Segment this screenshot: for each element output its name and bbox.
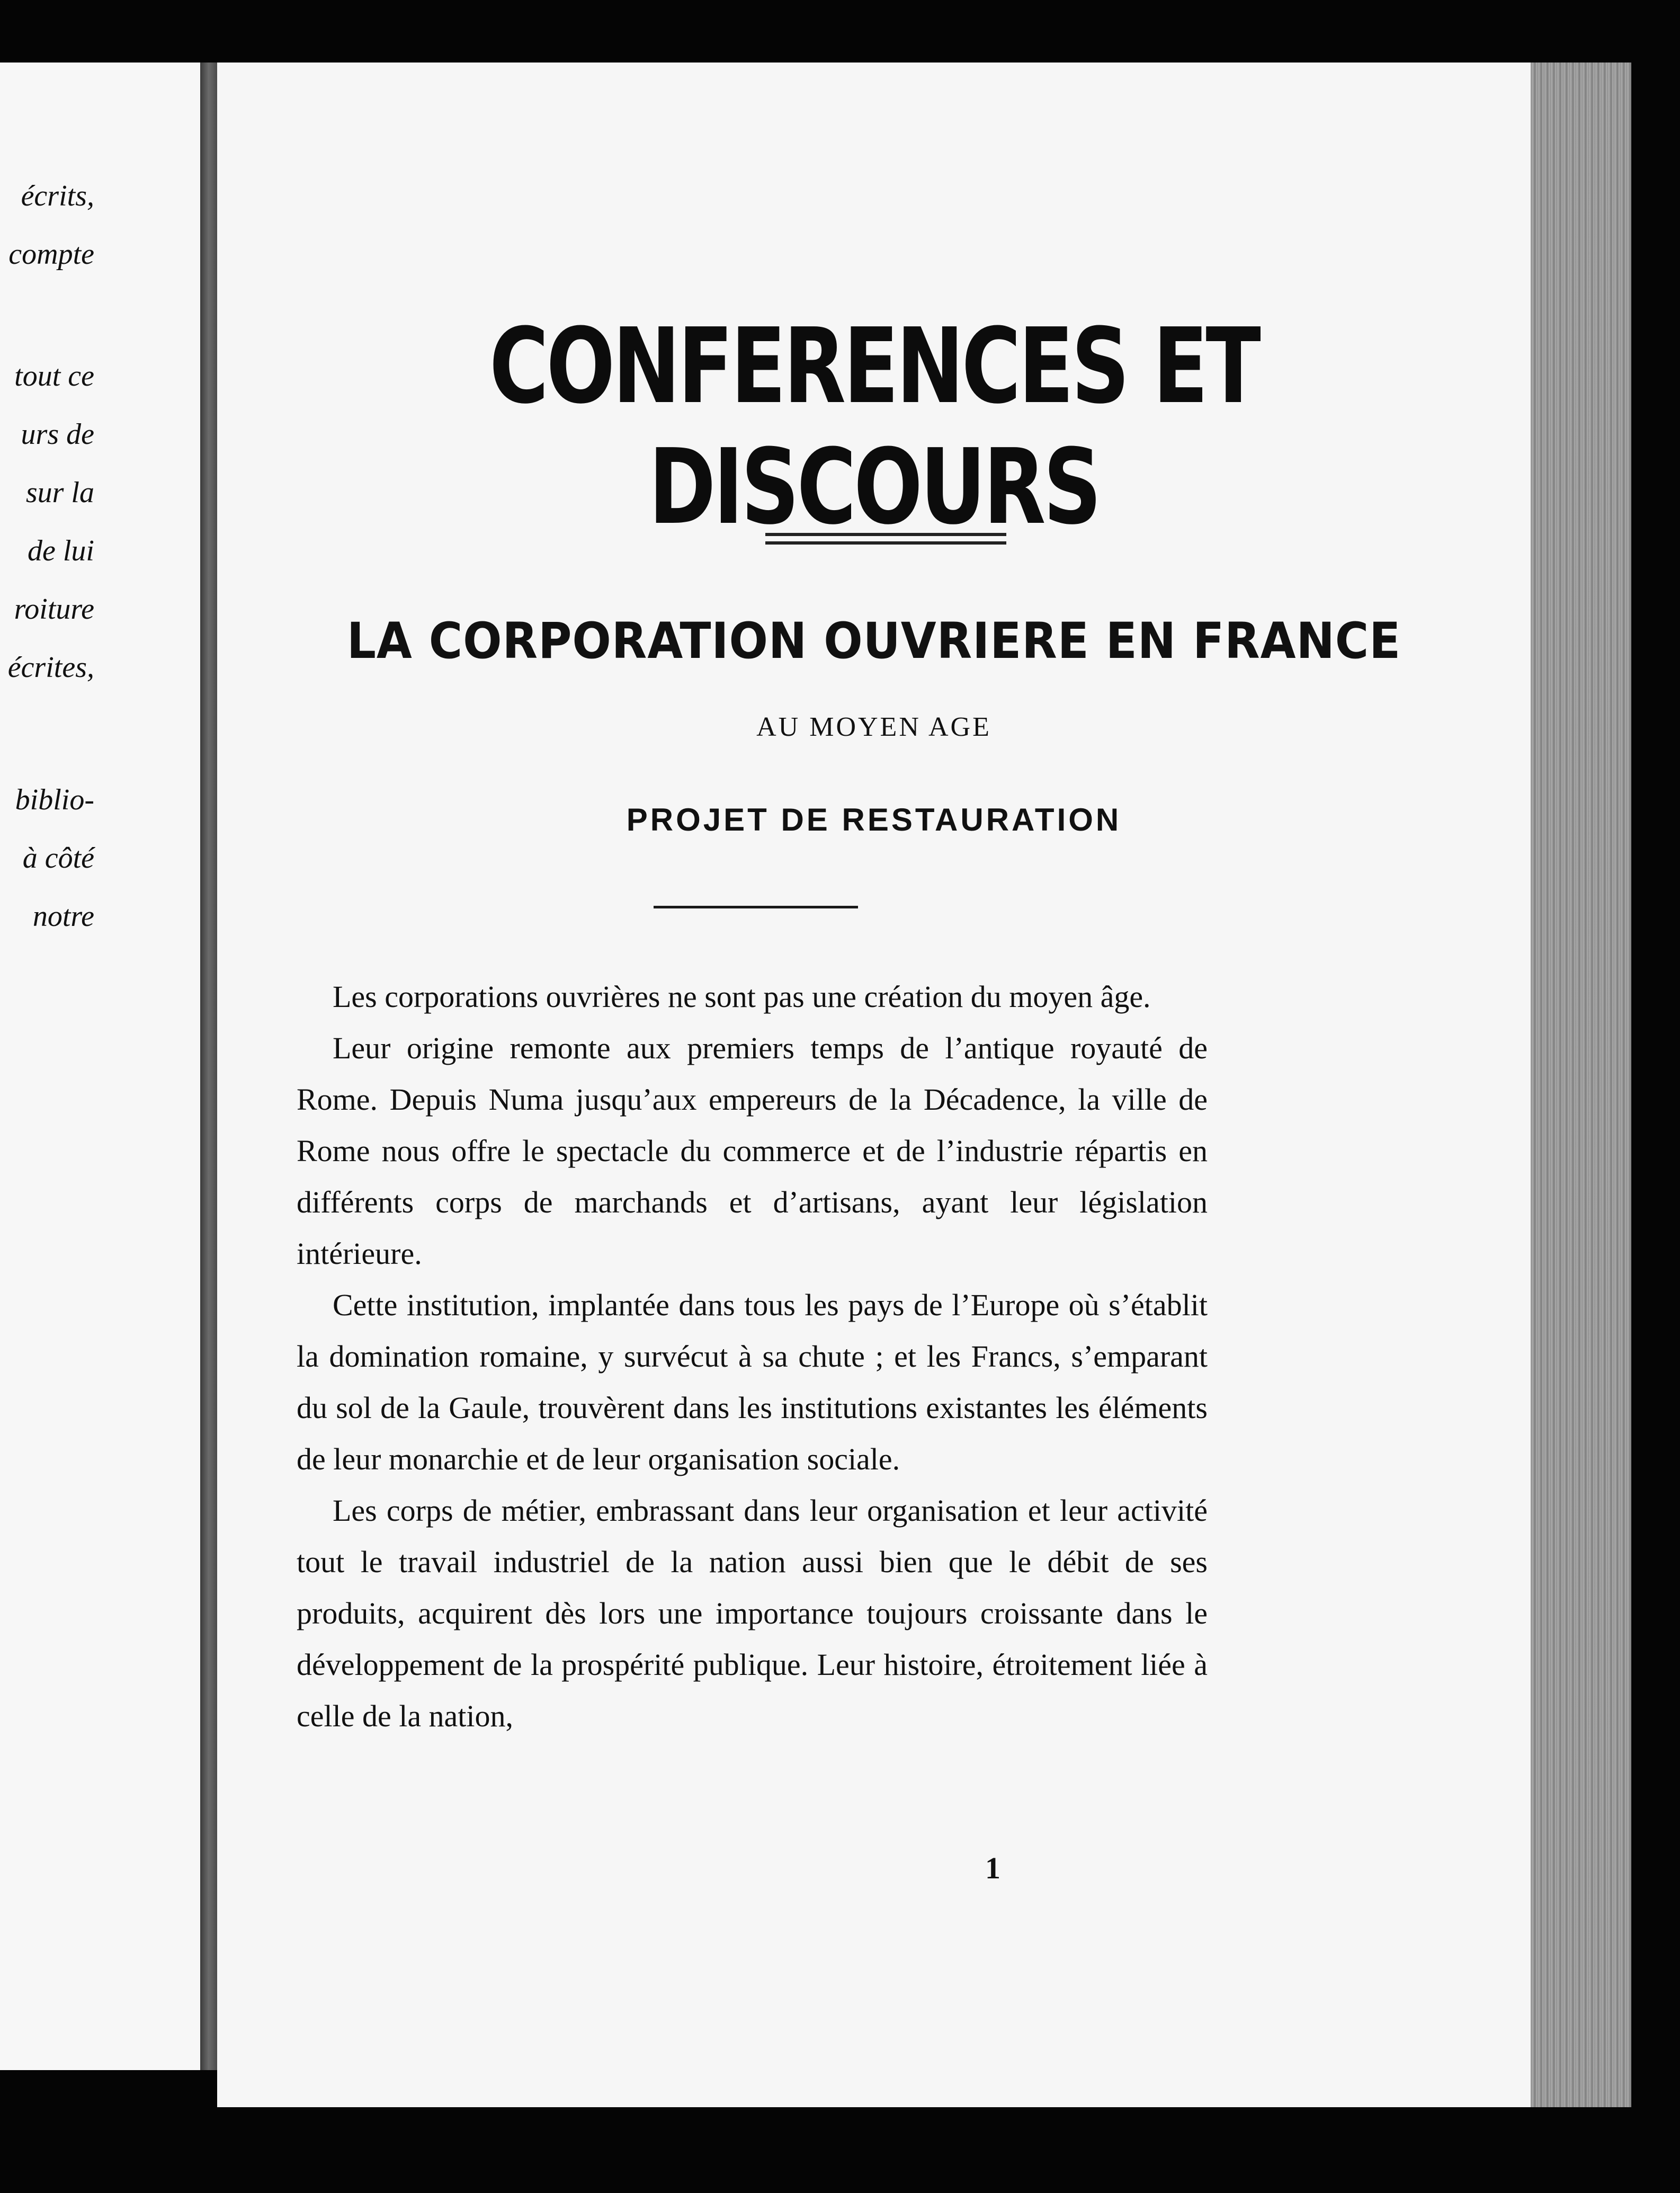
left-page-line: roiture <box>14 593 94 626</box>
left-page-line: notre <box>32 900 94 933</box>
short-rule-divider <box>654 906 858 908</box>
left-page-line: écrites, <box>7 651 94 684</box>
page-edges <box>1531 63 1631 2107</box>
left-page-line: sur la <box>25 476 94 509</box>
left-page-line: de lui <box>28 534 94 567</box>
double-rule-divider <box>765 533 1006 545</box>
left-facing-page <box>0 63 200 2070</box>
page-number: 1 <box>985 1851 1000 1885</box>
book-spine <box>200 63 217 2070</box>
left-page-line: écrits, <box>21 180 94 212</box>
book-page <box>217 63 1531 2107</box>
left-page-line: compte <box>8 238 94 271</box>
paragraph: Les corps de métier, embrassant dans leur organisation et leur activité tout le travail industriel de la nation aussi bien que le débit de ses produits, acquirent dès lors une importance toujours croissante dans le développement de la prospérité publique. Leur histoire, étroitement liée à celle de la nation, <box>297 1493 1208 1733</box>
left-page-line: urs de <box>21 418 94 451</box>
left-page-line: tout ce <box>14 360 94 393</box>
scan-border <box>217 2107 1631 2193</box>
left-page-line: à côté <box>22 842 94 875</box>
paragraph: Cette institution, implantée dans tous les pays de l’Europe où s’établit la domination romaine, y survécut à sa chute ; et les Francs, s’emparant du sol de la Gaule, trouvèrent dans les institutions existantes les éléments de leur monarchie et de leur organisation sociale. <box>297 1288 1208 1476</box>
section-title: LA CORPORATION OUVRIERE EN FRANCE <box>346 612 1401 670</box>
page-title: CONFERENCES ET DISCOURS <box>489 306 1259 548</box>
body-text <box>297 971 1208 1742</box>
project-heading: PROJET DE RESTAURATION <box>626 802 1122 837</box>
left-page-line: biblio- <box>15 783 94 816</box>
paragraph: Leur origine remonte aux premiers temps de l’antique royauté de Rome. Depuis Numa jusqu’aux empereurs de la Décadence, la ville de Rome nous offre le spectacle du commerce et de l’industrie répartis en différents corps de marchands et d’artisans, ayant leur législation intérieure. <box>297 1031 1208 1271</box>
paragraph: Les corporations ouvrières ne sont pas une création du moyen âge. <box>333 979 1151 1014</box>
section-subtitle: AU MOYEN AGE <box>756 712 991 742</box>
